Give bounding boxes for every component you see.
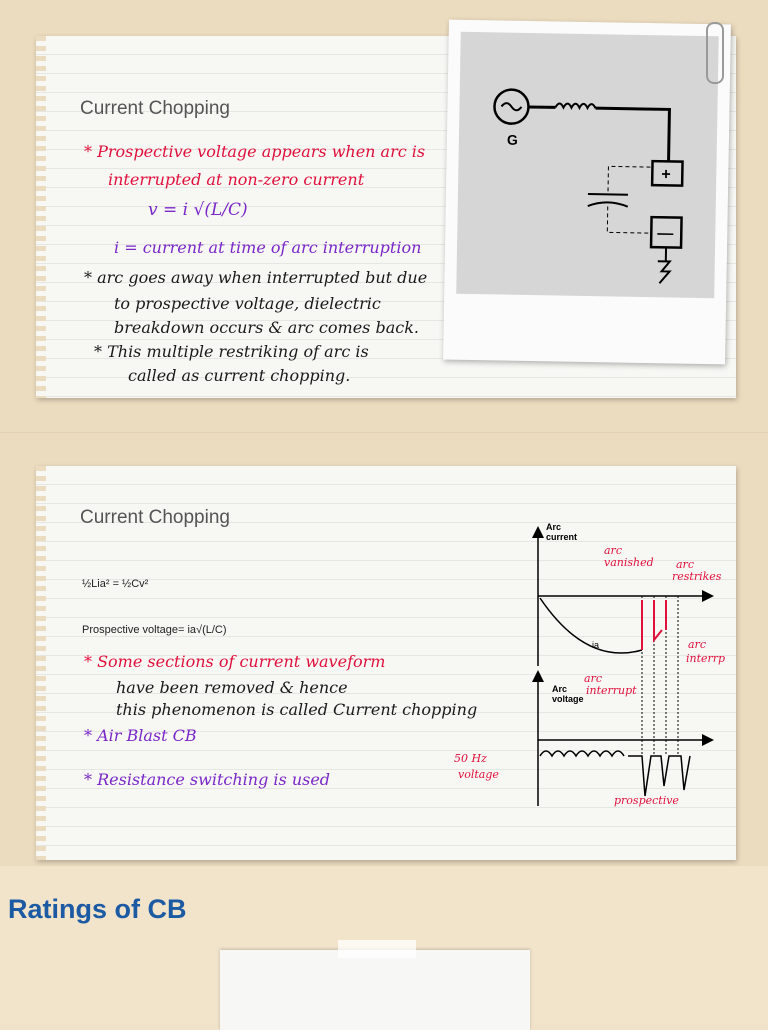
torn-edge bbox=[36, 36, 46, 398]
blank-card bbox=[220, 950, 530, 1030]
arc-current-label-2: current bbox=[546, 532, 577, 542]
ia-label: ia bbox=[592, 640, 599, 650]
generator-label: G bbox=[507, 132, 518, 148]
circuit-photo bbox=[456, 32, 719, 298]
arc-voltage-label-1: Arc bbox=[552, 684, 567, 694]
arc-spark-icon bbox=[657, 261, 669, 283]
slide2-bullet3: * Resistance switching is used bbox=[84, 770, 330, 789]
slide1-bullet1-line1: * Prospective voltage appears when arc is bbox=[84, 142, 425, 161]
slide-title-2: Current Chopping bbox=[80, 507, 230, 529]
generator-sine bbox=[501, 103, 521, 110]
circuit-polaroid bbox=[443, 20, 731, 365]
ann-vanished-1: arc bbox=[604, 544, 622, 557]
slide2-bullet1-line2: have been removed & hence bbox=[116, 678, 348, 697]
ann-interrupt-2: interrupt bbox=[586, 684, 637, 697]
minus-label: — bbox=[657, 225, 673, 242]
slide1-formula: v = i √(L/C) bbox=[148, 200, 248, 220]
voltage-waveform bbox=[540, 751, 624, 756]
slide2-bullet2: * Air Blast CB bbox=[84, 726, 197, 745]
ann-interr-1: arc bbox=[688, 638, 706, 651]
slide1-definition: i = current at time of arc interruption bbox=[114, 238, 421, 257]
prospective-voltage-equation: Prospective voltage= ia√(L/C) bbox=[82, 624, 227, 636]
ann-interrupt-1: arc bbox=[584, 672, 602, 685]
capacitor-plate-top bbox=[588, 194, 628, 195]
paper-clip-icon bbox=[706, 22, 724, 84]
chopped-voltage bbox=[628, 756, 690, 796]
slide1-bullet2-line2: to prospective voltage, dielectric bbox=[114, 294, 381, 313]
slide1-bullet1-line2: interrupted at non-zero current bbox=[108, 170, 364, 189]
energy-equation: ½Lia² = ½Cv² bbox=[82, 578, 148, 590]
slide1-bullet2-line3: breakdown occurs & arc comes back. bbox=[114, 318, 419, 337]
tape-strip bbox=[338, 940, 416, 958]
ann-interr-2: interrp bbox=[686, 652, 725, 665]
circuit-diagram bbox=[456, 32, 719, 298]
ann-prospective: prospective bbox=[614, 794, 679, 807]
slide2-bullet1-line3: this phenomenon is called Current chopping bbox=[116, 700, 477, 719]
capacitor-plate-bottom bbox=[588, 202, 628, 207]
torn-edge bbox=[36, 466, 46, 860]
arc-waveform-graph bbox=[436, 516, 736, 816]
slide1-bullet2-line1: * arc goes away when interrupted but due bbox=[84, 268, 427, 287]
ann-restrike-1: arc bbox=[676, 558, 694, 571]
slide2-bullet1-line1: * Some sections of current waveform bbox=[84, 652, 385, 671]
ann-50hz-1: 50 Hz bbox=[454, 752, 487, 765]
ann-50hz-2: voltage bbox=[458, 768, 499, 781]
slide1-bullet3-line2: called as current chopping. bbox=[128, 366, 350, 385]
current-waveform bbox=[540, 598, 642, 653]
red-restrike-marks bbox=[642, 600, 666, 650]
section-heading: Ratings of CB bbox=[8, 894, 187, 925]
ann-restrike-2: restrikes bbox=[672, 570, 722, 583]
arc-voltage-label-2: voltage bbox=[552, 694, 584, 704]
plus-label: + bbox=[661, 166, 671, 183]
arc-current-label-1: Arc bbox=[546, 522, 561, 532]
ann-vanished-2: vanished bbox=[604, 556, 654, 569]
inductor-coil bbox=[555, 103, 595, 108]
slide1-bullet3-line1: * This multiple restriking of arc is bbox=[94, 342, 369, 361]
slide-title-1: Current Chopping bbox=[80, 98, 230, 120]
